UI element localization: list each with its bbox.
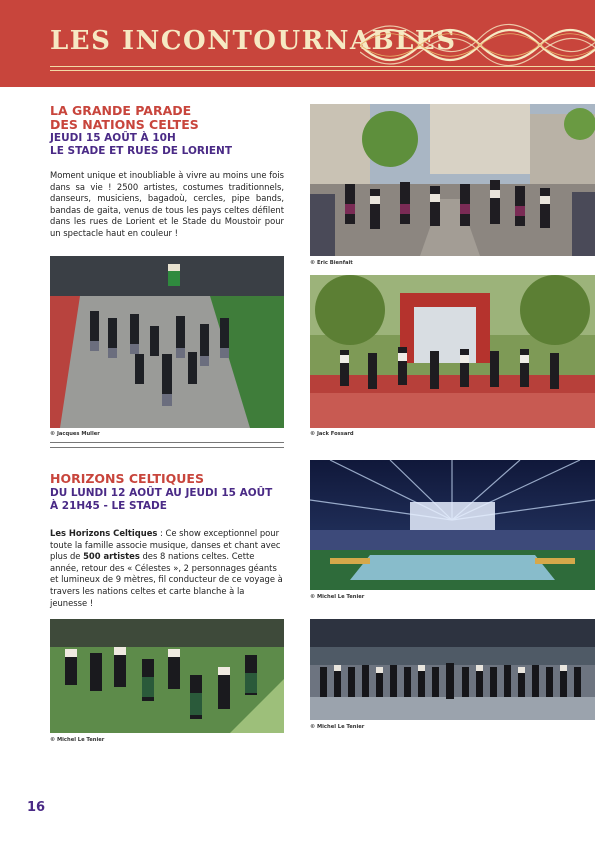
parade-description: Moment unique et inoubliable à vivre au moins une fois dans sa vie ! 2500 artistes, costumes traditionnels, danseurs, musiciens, bagadoù, cercles, pipe bands, bandas de gaita, venus de tous les pays celtes défilent dans les rues de Lorient et le Stade du Moustoir pour un spectacle haut en couleur ! [50, 170, 284, 238]
photo-orchestra [310, 619, 595, 720]
photo-credit-stadium-pipers: © Jacques Muller [50, 431, 100, 437]
horizons-desc-name: Les Horizons Celtiques [50, 528, 158, 538]
parade-title-line1: LA GRANDE PARADE [50, 103, 192, 118]
photo-dancers [50, 619, 284, 733]
photo-credit-orchestra: © Michel Le Tenier [310, 724, 365, 730]
horizons-description [50, 528, 284, 609]
page-title: LES INCONTOURNABLES [50, 26, 457, 56]
horizons-desc-part2: des 8 nations celtes. Cette année, retour des « Célestes », 2 personnages géants et lumineux de 9 mètres, fil conducteur de ce voyage à travers les nations celtes et carte blanche à la jeunesse ! [50, 551, 283, 608]
section-divider-left [50, 442, 284, 443]
horizons-desc-part1: : Ce show exceptionnel pour toute la famille associe musique, danses et chant avec plus de [50, 528, 281, 562]
parade-title-line2: DES NATIONS CELTES [50, 117, 199, 132]
horizons-date-line1: DU LUNDI 12 AOÛT AU JEUDI 15 AOÛT [50, 487, 273, 499]
horizons-desc-bold: 500 artistes [83, 551, 140, 562]
header-rule-top [50, 66, 595, 67]
section-divider-right [50, 447, 284, 448]
photo-credit-night-show: © Michel Le Tenier [310, 594, 365, 600]
horizons-title: HORIZONS CELTIQUES [50, 471, 204, 486]
photo-credit-street-parade: © Eric Bienfait [310, 260, 353, 266]
parade-place: LE STADE ET RUES DE LORIENT [50, 145, 232, 157]
page-number: 16 [27, 800, 46, 815]
header-rule-bottom [50, 70, 595, 71]
photo-stadium-pipers [50, 256, 284, 428]
photo-street-parade [310, 104, 595, 256]
page-header [0, 0, 595, 87]
photo-credit-arch-parade: © Jack Fossard [310, 431, 354, 437]
photo-night-show [310, 460, 595, 590]
celtic-knot-icon [360, 20, 595, 70]
horizons-date-line2: À 21H45 - LE STADE [50, 500, 167, 512]
photo-credit-dancers: © Michel Le Tenier [50, 737, 105, 743]
parade-date: JEUDI 15 AOÛT À 10H [50, 132, 176, 144]
photo-arch-parade [310, 275, 595, 428]
